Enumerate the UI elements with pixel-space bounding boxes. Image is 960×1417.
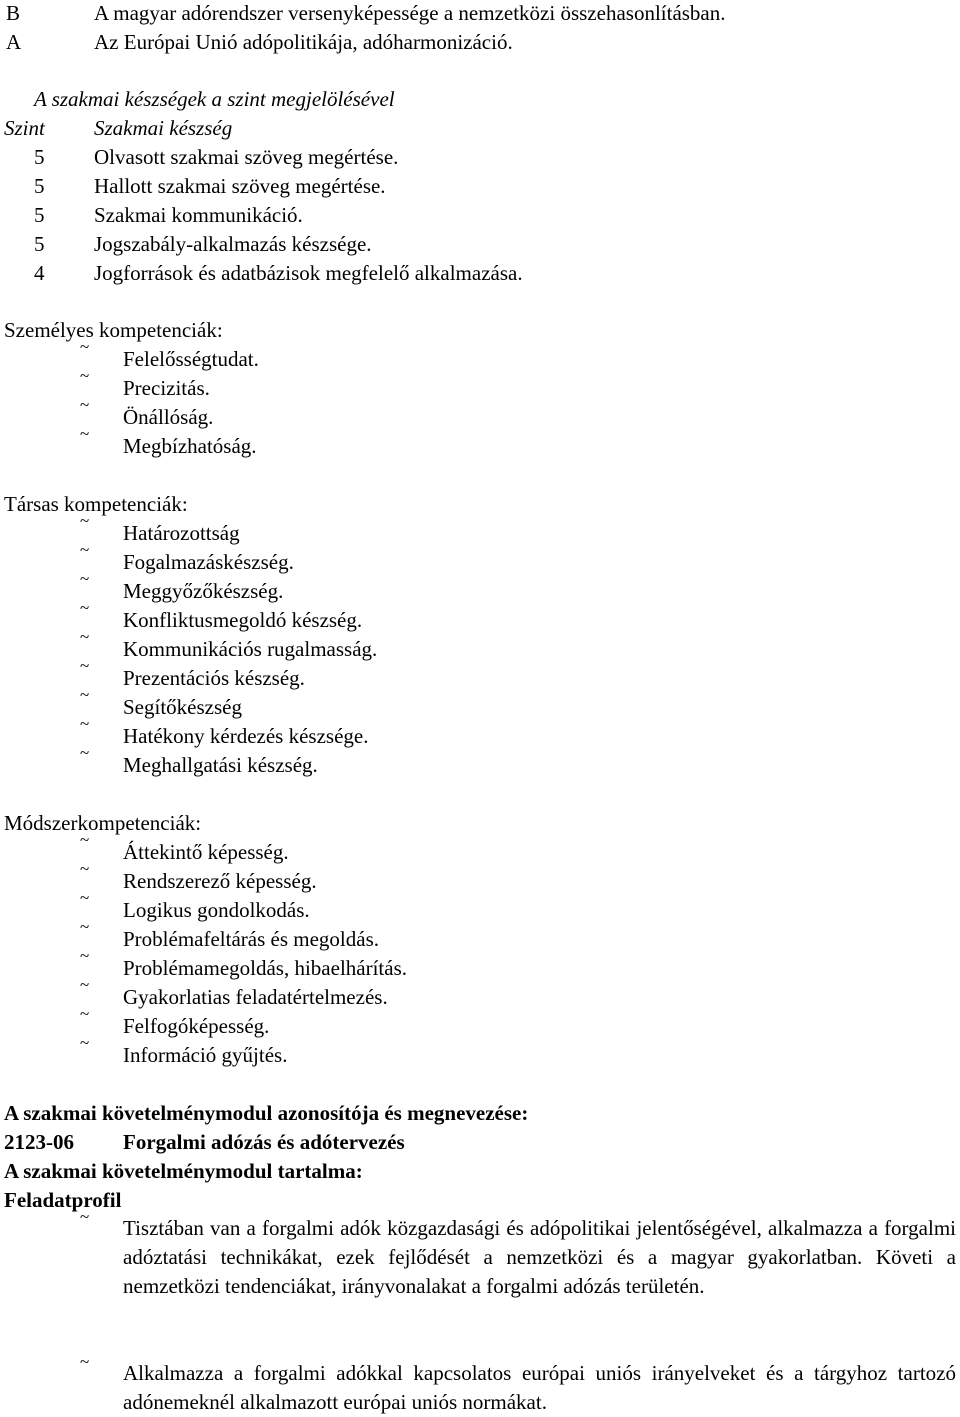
bullet-icon: ~	[80, 569, 90, 588]
row-text: Az Európai Unió adópolitikája, adóharmonizáció.	[94, 30, 513, 54]
social-item: Konfliktusmegoldó készség.	[123, 608, 363, 632]
method-item: Logikus gondolkodás.	[123, 898, 310, 922]
module-content-label: A szakmai követelménymodul tartalma:	[4, 1159, 363, 1183]
task-profile-label: Feladatprofil	[4, 1188, 122, 1212]
module-name: Forgalmi adózás és adótervezés	[123, 1130, 405, 1154]
method-item: Áttekintő képesség.	[123, 840, 289, 864]
bullet-icon: ~	[80, 859, 90, 878]
module-code: 2123-06	[4, 1130, 74, 1154]
method-item: Információ gyűjtés.	[123, 1043, 288, 1067]
task-paragraph: Alkalmazza a forgalmi adókkal kapcsolatos európai uniós irányelveket és a tárgyhoz tartozó adónemeknél alkalmazott európai uniós normákat.	[123, 1361, 956, 1414]
personal-item: Precizitás.	[123, 376, 210, 400]
skill-text: Szakmai kommunikáció.	[94, 203, 303, 227]
bullet-icon: ~	[80, 917, 90, 936]
skill-level: 4	[34, 261, 45, 285]
social-item: Hatékony kérdezés készsége.	[123, 724, 369, 748]
personal-item: Megbízhatóság.	[123, 434, 257, 458]
social-item: Kommunikációs rugalmasság.	[123, 637, 378, 661]
skill-level: 5	[34, 174, 45, 198]
social-item: Prezentációs készség.	[123, 666, 305, 690]
bullet-icon: ~	[80, 627, 90, 646]
social-item: Fogalmazáskészség.	[123, 550, 294, 574]
bullet-icon: ~	[80, 656, 90, 675]
method-item: Problémafeltárás és megoldás.	[123, 927, 379, 951]
row-level: B	[6, 1, 21, 25]
bullet-icon: ~	[80, 888, 90, 907]
method-item: Gyakorlatias feladatértelmezés.	[123, 985, 388, 1009]
bullet-icon: ~	[80, 511, 90, 530]
task-paragraph: Tisztában van a forgalmi adók közgazdasági és adópolitikai jelentőségével, alkalmazza a forgalmi adóztatási technikákat, ezek fejlődését a nemzetközi és a magyar gyakorlatban. Követi a nemzetközi tendenciákat, irányvonalakat a forgalmi adózás területén.	[123, 1216, 956, 1298]
social-competences-title: Társas kompetenciák:	[4, 492, 188, 516]
bullet-icon: ~	[80, 395, 90, 414]
bullet-icon: ~	[80, 1207, 90, 1226]
bullet-icon: ~	[80, 685, 90, 704]
method-item: Rendszerező képesség.	[123, 869, 317, 893]
bullet-icon: ~	[80, 1004, 90, 1023]
skill-level: 5	[34, 232, 45, 256]
skill-text: Olvasott szakmai szöveg megértése.	[94, 145, 399, 169]
bullet-icon: ~	[80, 946, 90, 965]
row-level: A	[6, 30, 22, 54]
method-item: Felfogóképesség.	[123, 1014, 270, 1038]
skill-text: Hallott szakmai szöveg megértése.	[94, 174, 386, 198]
skill-level: 5	[34, 145, 45, 169]
social-item: Meggyőzőkészség.	[123, 579, 284, 603]
bullet-icon: ~	[80, 1352, 90, 1371]
module-id-label: A szakmai követelménymodul azonosítója és megnevezése:	[4, 1101, 529, 1125]
column-header-level: Szint	[4, 116, 45, 140]
method-competences-title: Módszerkompetenciák:	[4, 811, 202, 835]
skill-text: Jogszabály-alkalmazás készsége.	[94, 232, 372, 256]
bullet-icon: ~	[80, 1033, 90, 1052]
skill-level: 5	[34, 203, 45, 227]
personal-item: Felelősségtudat.	[123, 347, 259, 371]
skill-text: Jogforrások és adatbázisok megfelelő alkalmazása.	[94, 261, 523, 285]
social-item: Határozottság	[123, 521, 240, 545]
personal-item: Önállóság.	[123, 405, 214, 429]
bullet-icon: ~	[80, 424, 90, 443]
social-item: Segítőkészség	[123, 695, 242, 719]
bullet-icon: ~	[80, 975, 90, 994]
bullet-icon: ~	[80, 540, 90, 559]
method-item: Problémamegoldás, hibaelhárítás.	[123, 956, 408, 980]
bullet-icon: ~	[80, 598, 90, 617]
bullet-icon: ~	[80, 714, 90, 733]
skills-section-title: A szakmai készségek a szint megjelölésével	[34, 87, 395, 111]
social-item: Meghallgatási készség.	[123, 753, 318, 777]
personal-competences-title: Személyes kompetenciák:	[4, 318, 223, 342]
bullet-icon: ~	[80, 337, 90, 356]
column-header-skill: Szakmai készség	[94, 116, 233, 140]
bullet-icon: ~	[80, 366, 90, 385]
bullet-icon: ~	[80, 743, 90, 762]
bullet-icon: ~	[80, 830, 90, 849]
row-text: A magyar adórendszer versenyképessége a nemzetközi összehasonlításban.	[94, 1, 726, 25]
